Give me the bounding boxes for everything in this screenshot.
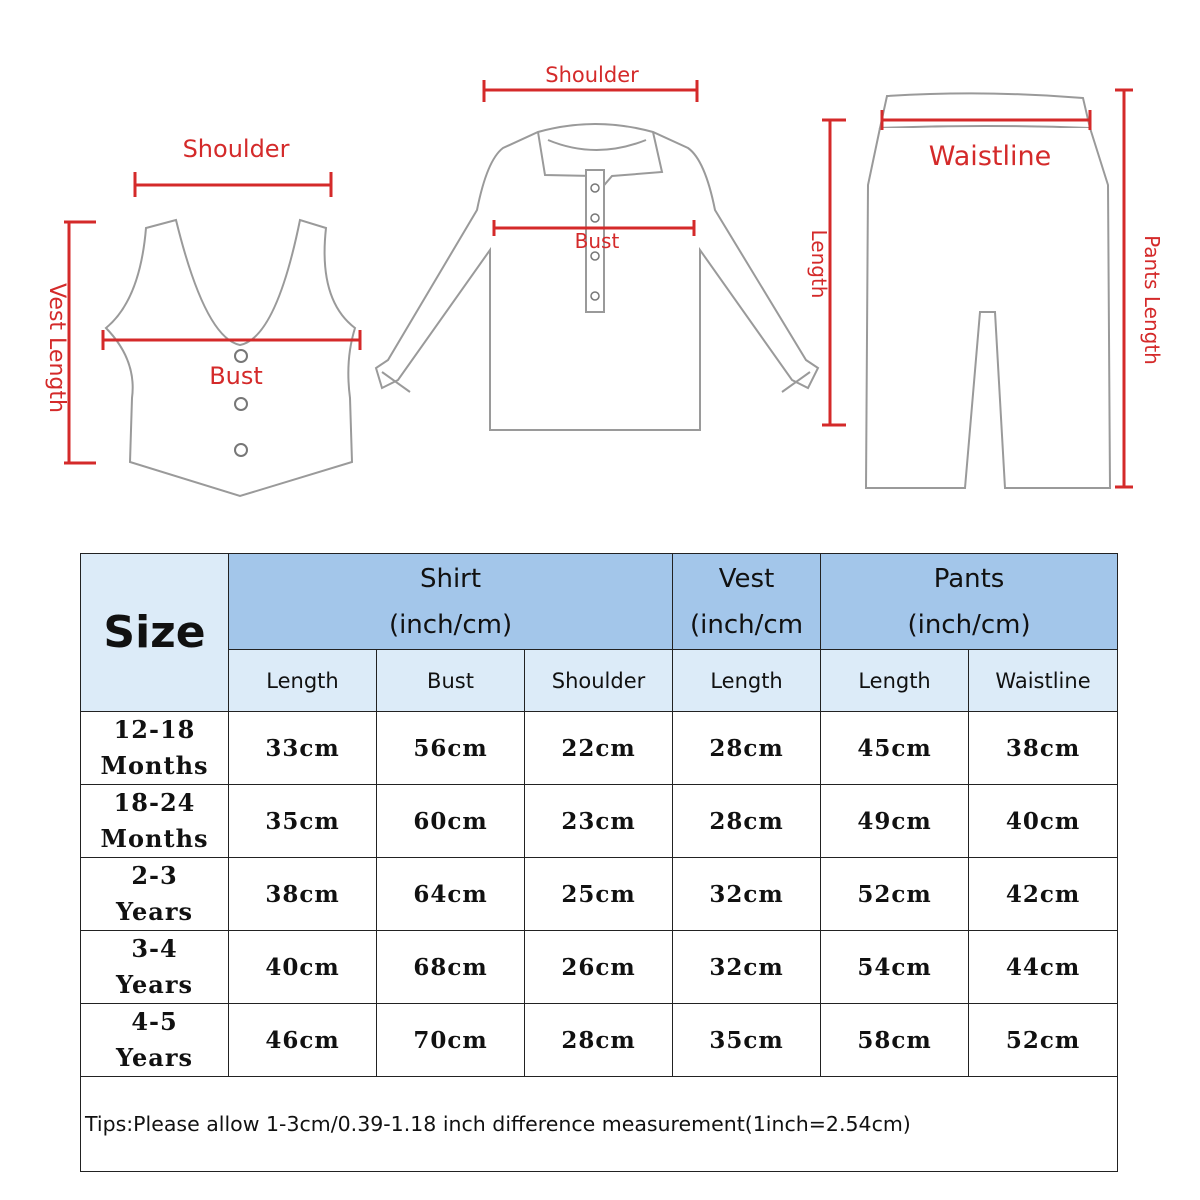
- size-unit: Months: [100, 751, 209, 780]
- value-cell: 28cm: [525, 1004, 673, 1077]
- garment-diagrams: [0, 0, 1200, 540]
- pants-diagram: [866, 90, 1164, 488]
- size-unit: Years: [115, 897, 194, 926]
- shirt-group-unit: (inch/cm): [388, 609, 513, 640]
- subheader-cell: Length: [821, 650, 969, 712]
- vest-diagram: [44, 135, 360, 496]
- value-cell: 44cm: [969, 931, 1118, 1004]
- shirt-group-header: [229, 554, 673, 650]
- table-row: [81, 858, 1118, 931]
- size-cell: [81, 712, 229, 785]
- value-cell: 52cm: [969, 1004, 1118, 1077]
- size-cell: [81, 785, 229, 858]
- vest-button: [235, 398, 247, 410]
- value-cell: 35cm: [229, 785, 377, 858]
- vest-button: [235, 444, 247, 456]
- shirt-group-name: Shirt: [419, 563, 482, 594]
- value-cell: 64cm: [377, 858, 525, 931]
- vest-outline: [106, 220, 355, 496]
- subheader-cell: Waistline: [969, 650, 1118, 712]
- vest-button: [235, 350, 247, 362]
- vest-group-name: Vest: [718, 563, 775, 594]
- value-cell: 42cm: [969, 858, 1118, 931]
- value-cell: 25cm: [525, 858, 673, 931]
- shirt-shoulder-label: Shoulder: [545, 63, 639, 87]
- size-range: 2-3: [131, 861, 178, 890]
- shirt-bust-label: Bust: [574, 229, 620, 253]
- size-unit: Months: [100, 824, 209, 853]
- table-row: [81, 785, 1118, 858]
- value-cell: 54cm: [821, 931, 969, 1004]
- size-unit: Years: [115, 970, 194, 999]
- vest-group-unit: (inch/cm: [690, 609, 804, 640]
- subheader-cell: Bust: [377, 650, 525, 712]
- size-cell: [81, 931, 229, 1004]
- pants-outline: [866, 128, 1110, 488]
- value-cell: 28cm: [673, 712, 821, 785]
- size-cell: [81, 1004, 229, 1077]
- tips-note: Tips:Please allow 1-3cm/0.39-1.18 inch difference measurement(1inch=2.54cm): [81, 1077, 1118, 1172]
- size-unit: Years: [115, 1043, 194, 1072]
- pants-length-label: Pants Length: [1140, 235, 1164, 365]
- subheader-cell: Length: [229, 650, 377, 712]
- value-cell: 26cm: [525, 931, 673, 1004]
- size-range: 3-4: [131, 934, 178, 963]
- subheader-cell: Shoulder: [525, 650, 673, 712]
- shirt-button: [591, 252, 599, 260]
- value-cell: 22cm: [525, 712, 673, 785]
- shirt-button: [591, 184, 599, 192]
- value-cell: 68cm: [377, 931, 525, 1004]
- shirt-button: [591, 292, 599, 300]
- pants-waistline-label: Waistline: [928, 141, 1052, 172]
- value-cell: 40cm: [229, 931, 377, 1004]
- value-cell: 38cm: [229, 858, 377, 931]
- value-cell: 49cm: [821, 785, 969, 858]
- value-cell: 28cm: [673, 785, 821, 858]
- value-cell: 40cm: [969, 785, 1118, 858]
- vest-length-label: Vest Length: [44, 283, 69, 413]
- subheader-row: [81, 650, 1118, 712]
- value-cell: 46cm: [229, 1004, 377, 1077]
- value-cell: 23cm: [525, 785, 673, 858]
- value-cell: 52cm: [821, 858, 969, 931]
- size-header: Size: [81, 554, 229, 712]
- value-cell: 60cm: [377, 785, 525, 858]
- shirt-diagram: [376, 63, 846, 430]
- size-range: 12-18: [113, 715, 196, 744]
- table-row: [81, 931, 1118, 1004]
- value-cell: 33cm: [229, 712, 377, 785]
- vest-shoulder-label: Shoulder: [182, 135, 290, 163]
- table-row: [81, 712, 1118, 785]
- value-cell: 32cm: [673, 858, 821, 931]
- pants-group-unit: (inch/cm): [907, 609, 1031, 640]
- value-cell: 70cm: [377, 1004, 525, 1077]
- value-cell: 45cm: [821, 712, 969, 785]
- pants-group-header: [821, 554, 1118, 650]
- value-cell: 56cm: [377, 712, 525, 785]
- shirt-button: [591, 214, 599, 222]
- size-range: 4-5: [131, 1007, 178, 1036]
- size-cell: [81, 858, 229, 931]
- value-cell: 58cm: [821, 1004, 969, 1077]
- shirt-length-label: Length: [807, 229, 831, 299]
- value-cell: 38cm: [969, 712, 1118, 785]
- vest-group-header: [673, 554, 821, 650]
- pants-group-name: Pants: [933, 563, 1005, 594]
- size-table: [80, 553, 1118, 1172]
- size-range: 18-24: [113, 788, 196, 817]
- value-cell: 35cm: [673, 1004, 821, 1077]
- vest-bust-label: Bust: [209, 362, 263, 390]
- subheader-cell: Length: [673, 650, 821, 712]
- value-cell: 32cm: [673, 931, 821, 1004]
- table-row: [81, 1004, 1118, 1077]
- pants-waistband: [880, 93, 1090, 128]
